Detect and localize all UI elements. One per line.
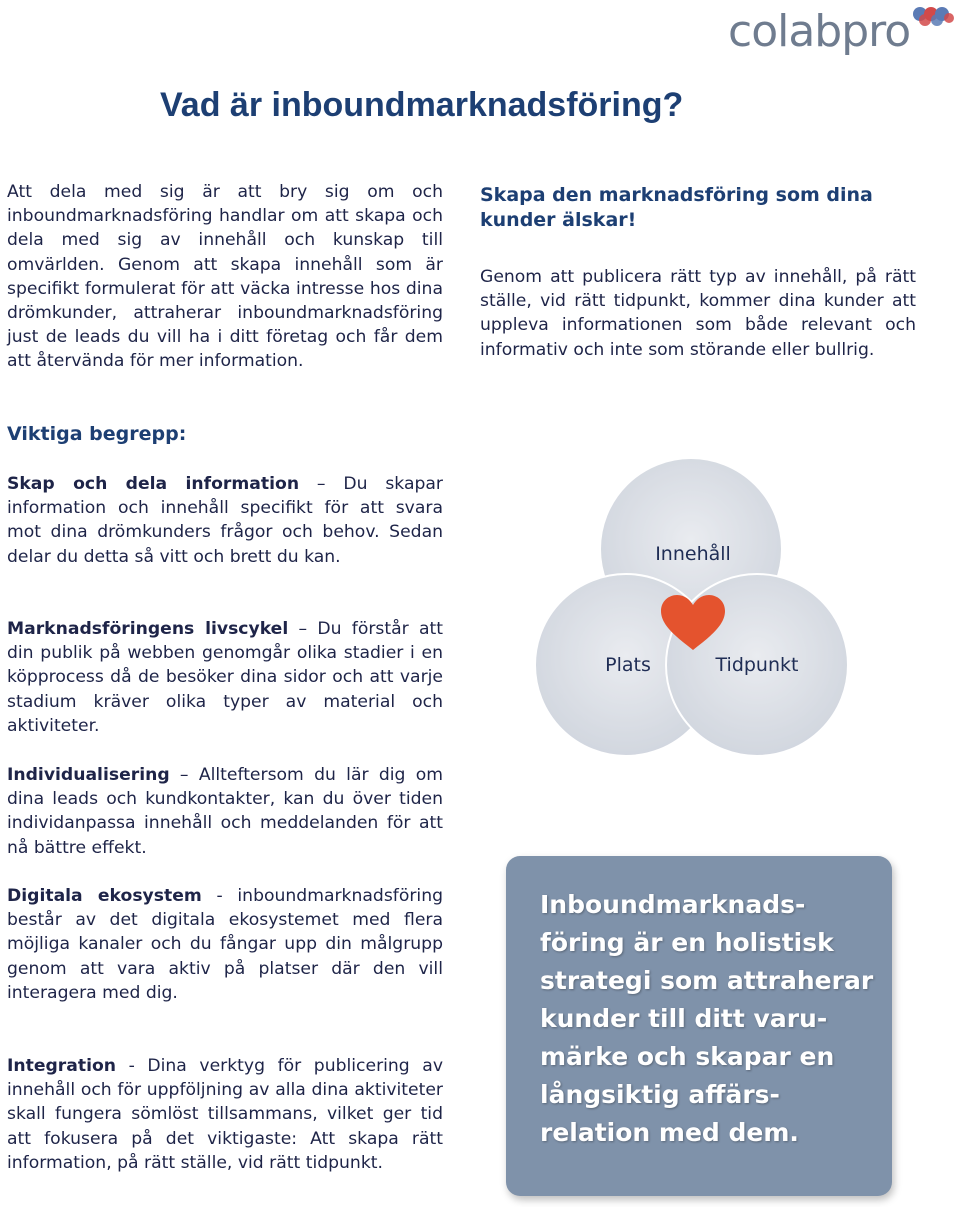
concept-term: Marknadsföringens livscykel — [7, 619, 289, 639]
right-paragraph: Genom att publicera rätt typ av innehåll, på rätt ställe, vid rätt tidpunkt, kommer dina kunder att uppleva informationen som både relevant och informativ och inte som störande eller bullrig. — [480, 267, 916, 360]
logo-text: colabpro — [728, 6, 911, 57]
concept-item — [7, 763, 443, 860]
venn-label-place: Plats — [605, 654, 651, 676]
intro-paragraph: Att dela med sig är att bry sig om och inboundmarknadsföring handlar om att skapa och dela med sig av innehåll och kunskap till omvärlden. Genom att skapa innehåll som är specifikt formulerat för att väcka intresse hos dina drömkunder, attraherar inboundmarknadsföring just de leads du vill ha i ditt företag och får dem att återvända för mer information. — [7, 182, 443, 372]
concept-term: Individualisering — [7, 765, 170, 785]
concepts-heading: Viktiga begrepp: — [7, 423, 187, 445]
logo-globe-icon — [911, 4, 955, 28]
right-heading: Skapa den marknadsföring som dina kunder älskar! — [480, 184, 873, 231]
concept-item — [7, 884, 443, 1005]
concept-term: Digitala ekosystem — [7, 886, 202, 906]
concept-item — [7, 617, 443, 738]
colabpro-logo — [728, 2, 956, 62]
callout-box — [506, 856, 892, 1196]
callout-text: Inboundmarknads- föring är en holistisk strategi som attraherar kunder till ditt varu- märke och skapar en långsiktig affärs- relation med dem. — [540, 890, 874, 1147]
concept-term: Skap och dela information — [7, 474, 300, 494]
concept-text: - Dina verktyg för publicering av innehåll och för uppföljning av alla dina aktiviteter skall fungera sömlöst tillsammans, vilket ger tid att fokusera på det viktigaste: Att skapa rätt information, på rätt ställe, vid rätt tidpunkt. — [7, 1056, 443, 1173]
concept-term: Integration — [7, 1056, 117, 1076]
concept-item — [7, 472, 443, 569]
page-title: Vad är inboundmarknadsföring? — [160, 86, 684, 124]
concept-text: - inboundmarknadsföring består av det digitala ekosystemet med flera möjliga kanaler och du fångar upp din målgrupp genom att vara aktiv på platser där den vill interagera med dig. — [7, 886, 443, 1003]
venn-label-time: Tidpunkt — [715, 654, 799, 676]
venn-label-content: Innehåll — [655, 543, 731, 565]
concept-item — [7, 1054, 443, 1175]
concept-text: – Du förstår att din publik på webben genomgår olika stadier i en köpprocess då de besöker dina sidor och att varje stadium kräver olika typer av material och aktiviteter. — [7, 619, 443, 736]
venn-diagram — [528, 458, 858, 763]
concept-text: – Allteftersom du lär dig om dina leads och kundkontakter, kan du över tiden individanpassa innehåll och meddelanden för att nå bättre effekt. — [7, 765, 443, 858]
concept-text: – Du skapar information och innehåll specifikt för att svara mot dina drömkunders frågor och behov. Sedan delar du detta så vitt och brett du kan. — [7, 474, 443, 567]
